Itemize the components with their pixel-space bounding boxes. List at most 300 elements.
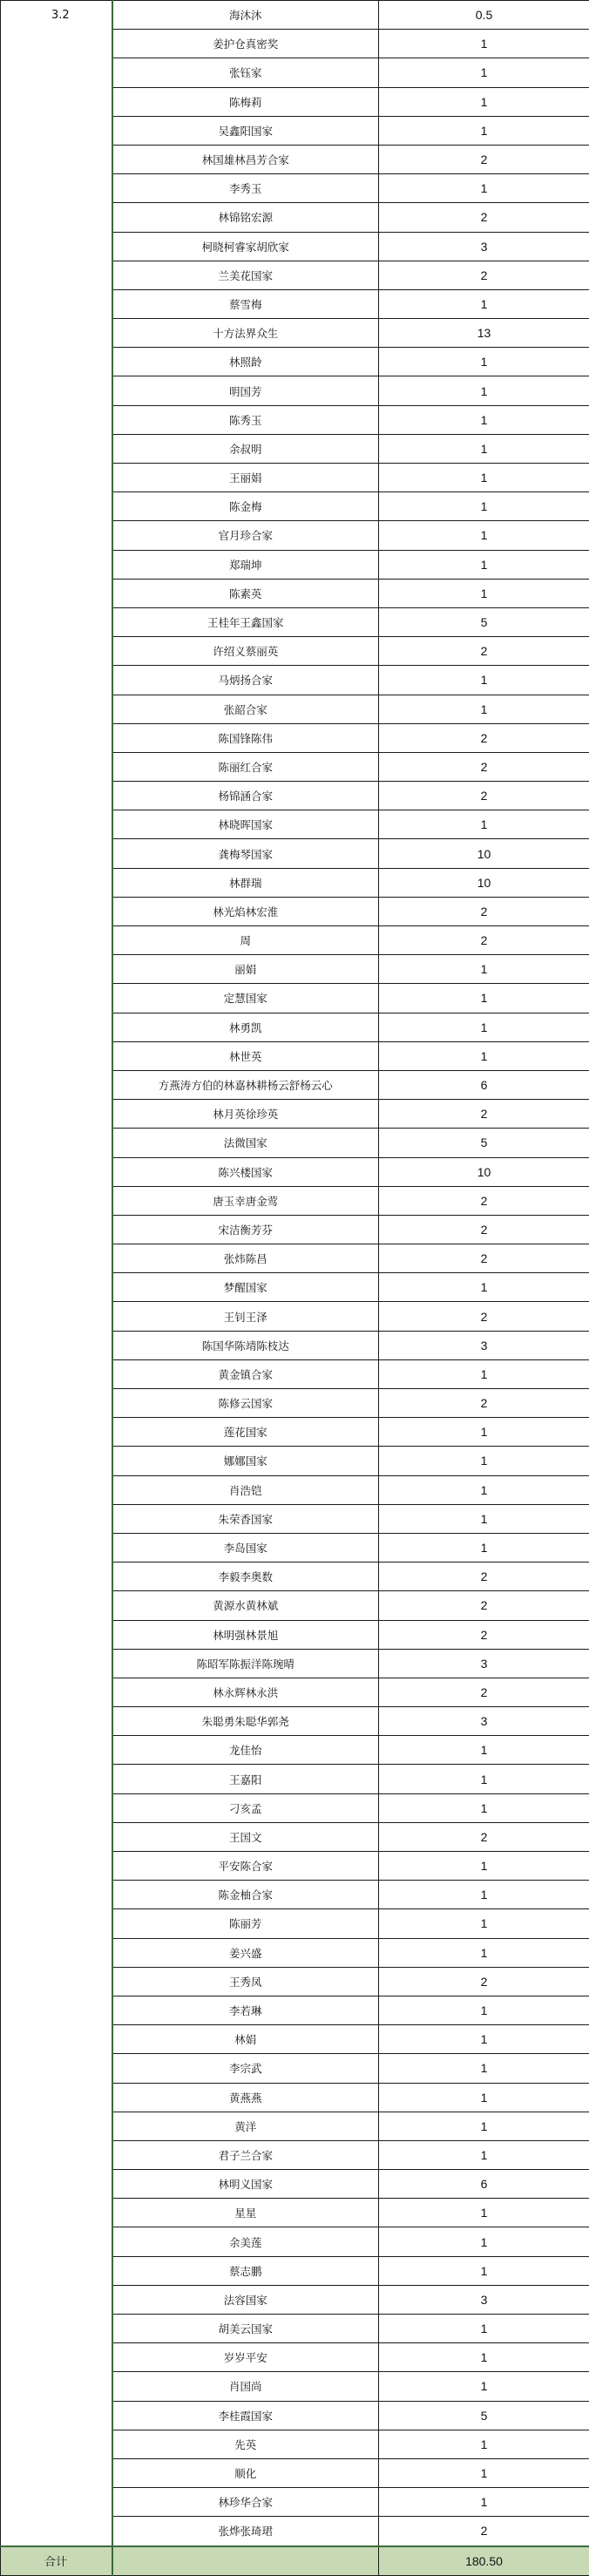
category-cell-empty [1, 2083, 112, 2112]
donor-name: 郑瑞坤 [112, 550, 379, 579]
donation-amount: 1 [379, 1041, 589, 1070]
category-cell-empty [1, 1100, 112, 1129]
table-row [1, 1331, 589, 1359]
category-cell-empty [1, 2112, 112, 2140]
donation-amount: 1 [379, 1909, 589, 1938]
donor-name: 林娟 [112, 2025, 379, 2054]
donation-amount: 1 [379, 1881, 589, 1909]
category-cell-empty [1, 1765, 112, 1793]
category-cell-empty [1, 2227, 112, 2256]
donation-amount: 3 [379, 1649, 589, 1678]
category-cell-empty [1, 521, 112, 550]
donor-name: 黄燕燕 [112, 2083, 379, 2112]
donor-name: 莲花国家 [112, 1418, 379, 1447]
donation-amount: 1 [379, 2430, 589, 2458]
table-row [1, 2343, 589, 2372]
table-row [1, 1244, 589, 1273]
donor-name: 龙佳怡 [112, 1736, 379, 1765]
table-row [1, 2025, 589, 2054]
donor-name: 黄源水黄林斌 [112, 1591, 379, 1620]
donor-name: 林明强林景旭 [112, 1620, 379, 1649]
category-cell-empty [1, 2401, 112, 2430]
donation-amount: 2 [379, 897, 589, 925]
table-row [1, 2256, 589, 2285]
donation-amount: 1 [379, 2054, 589, 2083]
table-row [1, 839, 589, 868]
category-cell-empty [1, 782, 112, 810]
table-row [1, 1070, 589, 1099]
table-row [1, 926, 589, 955]
donor-name: 李毅李奥数 [112, 1563, 379, 1591]
donation-amount: 2 [379, 203, 589, 232]
donation-amount: 1 [379, 1996, 589, 2024]
total-spacer [112, 2546, 379, 2576]
category-cell-empty [1, 2517, 112, 2546]
donation-amount: 1 [379, 955, 589, 984]
donor-name: 林明义国家 [112, 2170, 379, 2199]
table-row [1, 319, 589, 348]
donor-name: 王钊王泽 [112, 1302, 379, 1331]
donor-name: 陈素英 [112, 579, 379, 607]
category-cell-empty [1, 1678, 112, 1706]
table-row [1, 1591, 589, 1620]
donor-name: 陈梅莉 [112, 87, 379, 116]
table-row [1, 1041, 589, 1070]
table-row [1, 1765, 589, 1793]
category-cell-empty [1, 1273, 112, 1302]
donation-amount: 2 [379, 1389, 589, 1418]
donation-amount: 2 [379, 1967, 589, 1996]
donor-name: 姜兴盛 [112, 1938, 379, 1967]
category-cell-empty [1, 839, 112, 868]
donor-name: 余叔明 [112, 434, 379, 463]
category-cell-empty [1, 2315, 112, 2343]
donor-name: 肖国尚 [112, 2372, 379, 2401]
donation-amount: 2 [379, 145, 589, 173]
category-cell-empty [1, 1418, 112, 1447]
table-row [1, 203, 589, 232]
table-row [1, 405, 589, 434]
donation-amount: 1 [379, 58, 589, 87]
donation-amount: 1 [379, 2343, 589, 2372]
category-cell-empty [1, 926, 112, 955]
table-row [1, 1273, 589, 1302]
donor-name: 兰美花国家 [112, 261, 379, 289]
donation-amount: 5 [379, 1129, 589, 1157]
donor-name: 蔡雪梅 [112, 289, 379, 318]
total-amount: 180.50 [379, 2546, 589, 2576]
table-row [1, 1533, 589, 1562]
donation-amount: 5 [379, 607, 589, 636]
table-row [1, 1475, 589, 1504]
table-row [1, 1359, 589, 1388]
donor-name: 陈金梅 [112, 492, 379, 521]
donor-name: 定慧国家 [112, 984, 379, 1013]
table-row [1, 289, 589, 318]
donor-name: 星星 [112, 2199, 379, 2227]
category-cell-empty [1, 405, 112, 434]
category-cell-empty [1, 2488, 112, 2517]
donor-name: 李岛国家 [112, 1533, 379, 1562]
donor-name: 平安陈合家 [112, 1852, 379, 1881]
category-cell-empty [1, 1852, 112, 1881]
category-cell-empty [1, 1504, 112, 1533]
donor-name: 杨锦涵合家 [112, 782, 379, 810]
donor-name: 张烨张琦珺 [112, 2517, 379, 2546]
donor-name: 张炜陈昌 [112, 1244, 379, 1273]
category-cell-empty [1, 810, 112, 839]
donation-amount: 2 [379, 752, 589, 781]
table-row [1, 2227, 589, 2256]
table-row [1, 521, 589, 550]
donor-name: 陈兴楼国家 [112, 1157, 379, 1186]
donation-amount: 10 [379, 1157, 589, 1186]
table-row [1, 1129, 589, 1157]
table-row [1, 2199, 589, 2227]
donation-amount: 1 [379, 348, 589, 376]
category-cell-empty [1, 897, 112, 925]
table-row [1, 897, 589, 925]
category-cell-empty [1, 2430, 112, 2458]
donor-name: 张韶合家 [112, 695, 379, 723]
category-cell-empty [1, 1359, 112, 1388]
category-cell-empty [1, 637, 112, 666]
table-row [1, 810, 589, 839]
donor-name: 刁亥孟 [112, 1793, 379, 1822]
donation-amount: 1 [379, 1013, 589, 1041]
category-cell-empty [1, 868, 112, 897]
category-cell-empty [1, 1909, 112, 1938]
donor-name: 林晓晖国家 [112, 810, 379, 839]
donation-amount: 1 [379, 2256, 589, 2285]
category-cell-empty [1, 492, 112, 521]
donation-amount: 2 [379, 1563, 589, 1591]
donation-amount: 1 [379, 984, 589, 1013]
donation-amount: 2 [379, 1186, 589, 1215]
table-row [1, 1504, 589, 1533]
total-row [1, 2546, 589, 2576]
table-row [1, 116, 589, 145]
donor-name: 肖浩铠 [112, 1475, 379, 1504]
table-row [1, 1822, 589, 1851]
category-cell-empty [1, 232, 112, 261]
donation-amount: 2 [379, 1620, 589, 1649]
donation-amount: 1 [379, 1418, 589, 1447]
category-cell-empty [1, 2199, 112, 2227]
category-cell-empty [1, 1013, 112, 1041]
donor-name: 唐玉幸唐金莺 [112, 1186, 379, 1215]
table-row [1, 1447, 589, 1475]
category-cell-empty [1, 1996, 112, 2024]
donor-name: 吴鑫阳国家 [112, 116, 379, 145]
table-row [1, 2430, 589, 2458]
donation-amount: 1 [379, 810, 589, 839]
donation-amount: 2 [379, 637, 589, 666]
donation-amount: 3 [379, 1707, 589, 1736]
donation-amount: 1 [379, 1447, 589, 1475]
category-cell-empty [1, 1244, 112, 1273]
table-row [1, 607, 589, 636]
donation-amount: 2 [379, 261, 589, 289]
category-cell-empty [1, 1215, 112, 1244]
category-cell-empty [1, 955, 112, 984]
donor-name: 林世英 [112, 1041, 379, 1070]
table-row [1, 2458, 589, 2487]
category-cell-empty [1, 289, 112, 318]
donor-name: 朱荣香国家 [112, 1504, 379, 1533]
donor-name: 胡美云国家 [112, 2315, 379, 2343]
table-row [1, 1967, 589, 1996]
category-cell-empty [1, 348, 112, 376]
table-row [1, 637, 589, 666]
table-row [1, 2112, 589, 2140]
donation-amount: 1 [379, 1938, 589, 1967]
table-row [1, 1620, 589, 1649]
donor-name: 陈丽芳 [112, 1909, 379, 1938]
category-cell-empty [1, 607, 112, 636]
donor-name: 蔡志鹏 [112, 2256, 379, 2285]
donor-name: 李桂霞国家 [112, 2401, 379, 2430]
category-cell-empty [1, 87, 112, 116]
donor-name: 陈国锋陈伟 [112, 723, 379, 752]
donor-name: 马炳扬合家 [112, 666, 379, 695]
table-row [1, 666, 589, 695]
donor-name: 王国文 [112, 1822, 379, 1851]
table-row [1, 2315, 589, 2343]
donor-name: 海沐沐 [112, 1, 379, 30]
donation-amount: 1 [379, 666, 589, 695]
category-cell-empty [1, 1129, 112, 1157]
category-cell-empty [1, 666, 112, 695]
donor-name: 王桂年王鑫国家 [112, 607, 379, 636]
table-row [1, 2140, 589, 2169]
donation-amount: 1 [379, 1273, 589, 1302]
donor-name: 黄洋 [112, 2112, 379, 2140]
donation-amount: 1 [379, 405, 589, 434]
donation-amount: 1 [379, 492, 589, 521]
table-row [1, 1389, 589, 1418]
donation-amount: 2 [379, 1244, 589, 1273]
donor-name: 李若琳 [112, 1996, 379, 2024]
table-row [1, 492, 589, 521]
donation-amount: 1 [379, 579, 589, 607]
table-row [1, 348, 589, 376]
donation-amount: 2 [379, 1100, 589, 1129]
donation-amount: 2 [379, 723, 589, 752]
category-cell-empty [1, 1302, 112, 1331]
table-row [1, 87, 589, 116]
donor-name: 林群瑞 [112, 868, 379, 897]
category-cell-empty [1, 2458, 112, 2487]
category-cell-empty [1, 116, 112, 145]
donor-name: 娜娜国家 [112, 1447, 379, 1475]
category-cell-empty [1, 1475, 112, 1504]
table-row [1, 1938, 589, 1967]
donation-amount: 2 [379, 926, 589, 955]
table-row [1, 2517, 589, 2546]
donation-amount: 10 [379, 839, 589, 868]
table-row [1, 1793, 589, 1822]
donation-amount: 2 [379, 1678, 589, 1706]
table-row [1, 695, 589, 723]
table-row [1, 579, 589, 607]
table-row [1, 434, 589, 463]
donor-name: 君子兰合家 [112, 2140, 379, 2169]
category-cell-empty [1, 1563, 112, 1591]
donor-name: 林锦铭宏源 [112, 203, 379, 232]
total-label: 合计 [1, 2546, 112, 2576]
table-row [1, 58, 589, 87]
donor-name: 李秀玉 [112, 174, 379, 203]
table-row [1, 1, 589, 30]
table-row [1, 723, 589, 752]
category-cell-empty [1, 1331, 112, 1359]
donation-rows [1, 1, 589, 2546]
donation-amount: 1 [379, 464, 589, 492]
donor-name: 李宗武 [112, 2054, 379, 2083]
donation-amount: 6 [379, 2170, 589, 2199]
category-cell-empty [1, 1186, 112, 1215]
donation-amount: 2 [379, 1302, 589, 1331]
category-cell-empty [1, 1649, 112, 1678]
category-cell-empty [1, 464, 112, 492]
donor-name: 方燕涛方伯的林嘉林耕杨云舒杨云心 [112, 1070, 379, 1099]
donation-amount: 1 [379, 116, 589, 145]
table-row [1, 1013, 589, 1041]
table-row [1, 1100, 589, 1129]
category-cell-empty [1, 1591, 112, 1620]
donor-name: 法微国家 [112, 1129, 379, 1157]
donation-amount: 1 [379, 1504, 589, 1533]
table-row [1, 145, 589, 173]
donation-amount: 1 [379, 1475, 589, 1504]
table-row [1, 955, 589, 984]
donation-amount: 1 [379, 2140, 589, 2169]
table-row [1, 1157, 589, 1186]
donor-name: 陈秀玉 [112, 405, 379, 434]
table-row [1, 752, 589, 781]
donor-name: 法容国家 [112, 2285, 379, 2314]
donation-amount: 0.5 [379, 1, 589, 30]
category-cell: 3.2 [1, 1, 112, 30]
category-cell-empty [1, 752, 112, 781]
category-cell-empty [1, 376, 112, 405]
donation-amount: 1 [379, 2227, 589, 2256]
table-row [1, 1736, 589, 1765]
donor-name: 林国雄林昌芳合家 [112, 145, 379, 173]
donor-name: 先英 [112, 2430, 379, 2458]
donation-amount: 6 [379, 1070, 589, 1099]
donor-name: 姜护仓真密奖 [112, 30, 379, 58]
donor-name: 宋洁衡芳芬 [112, 1215, 379, 1244]
donation-amount: 2 [379, 1822, 589, 1851]
donation-amount: 1 [379, 1359, 589, 1388]
donation-amount: 1 [379, 376, 589, 405]
donor-name: 黄金镇合家 [112, 1359, 379, 1388]
category-cell-empty [1, 1707, 112, 1736]
donation-amount: 1 [379, 2488, 589, 2517]
table-row [1, 1302, 589, 1331]
donor-name: 官月珍合家 [112, 521, 379, 550]
table-row [1, 2372, 589, 2401]
donor-name: 林月英徐珍英 [112, 1100, 379, 1129]
donation-amount: 2 [379, 1591, 589, 1620]
donation-amount: 2 [379, 782, 589, 810]
table-row [1, 464, 589, 492]
donation-amount: 10 [379, 868, 589, 897]
donor-name: 许绍义蔡丽英 [112, 637, 379, 666]
category-cell-empty [1, 1041, 112, 1070]
donor-name: 朱聪勇朱聪华郭尧 [112, 1707, 379, 1736]
donation-amount: 1 [379, 521, 589, 550]
table-row [1, 1563, 589, 1591]
category-cell-empty [1, 984, 112, 1013]
category-cell-empty [1, 695, 112, 723]
donation-amount: 1 [379, 30, 589, 58]
category-cell-empty [1, 1967, 112, 1996]
donor-name: 柯晓柯睿家胡欣家 [112, 232, 379, 261]
donor-name: 龚梅琴国家 [112, 839, 379, 868]
table-row [1, 1909, 589, 1938]
category-cell-empty [1, 2372, 112, 2401]
donation-amount: 5 [379, 2401, 589, 2430]
donor-name: 余美莲 [112, 2227, 379, 2256]
donor-name: 林勇凯 [112, 1013, 379, 1041]
donation-amount: 2 [379, 1215, 589, 1244]
category-cell-empty [1, 30, 112, 58]
donor-name: 陈金柚合家 [112, 1881, 379, 1909]
category-cell-empty [1, 1620, 112, 1649]
table-row [1, 550, 589, 579]
donation-amount: 1 [379, 87, 589, 116]
category-cell-empty [1, 434, 112, 463]
donation-amount: 1 [379, 2025, 589, 2054]
donation-amount: 1 [379, 2112, 589, 2140]
donor-name: 陈丽红合家 [112, 752, 379, 781]
category-cell-empty [1, 203, 112, 232]
donation-amount: 1 [379, 695, 589, 723]
donor-name: 十方法界众生 [112, 319, 379, 348]
donor-name: 王秀凤 [112, 1967, 379, 1996]
table-row [1, 2488, 589, 2517]
category-cell-empty [1, 2170, 112, 2199]
donation-amount: 13 [379, 319, 589, 348]
table-row [1, 1418, 589, 1447]
category-cell-empty [1, 1736, 112, 1765]
category-cell-empty [1, 1389, 112, 1418]
donation-amount: 1 [379, 1765, 589, 1793]
donation-amount: 1 [379, 1533, 589, 1562]
donation-amount: 1 [379, 2199, 589, 2227]
category-cell-empty [1, 550, 112, 579]
table-row [1, 2083, 589, 2112]
donor-name: 王丽娟 [112, 464, 379, 492]
table-row [1, 174, 589, 203]
category-cell-empty [1, 2025, 112, 2054]
table-row [1, 1996, 589, 2024]
category-cell-empty [1, 1157, 112, 1186]
category-cell-empty [1, 1447, 112, 1475]
category-cell-empty [1, 58, 112, 87]
table-row [1, 1186, 589, 1215]
donation-amount: 1 [379, 434, 589, 463]
category-cell-empty [1, 1881, 112, 1909]
category-cell-empty [1, 1070, 112, 1099]
category-cell-empty [1, 723, 112, 752]
donation-amount: 1 [379, 550, 589, 579]
donor-name: 王嘉阳 [112, 1765, 379, 1793]
donor-name: 顺化 [112, 2458, 379, 2487]
